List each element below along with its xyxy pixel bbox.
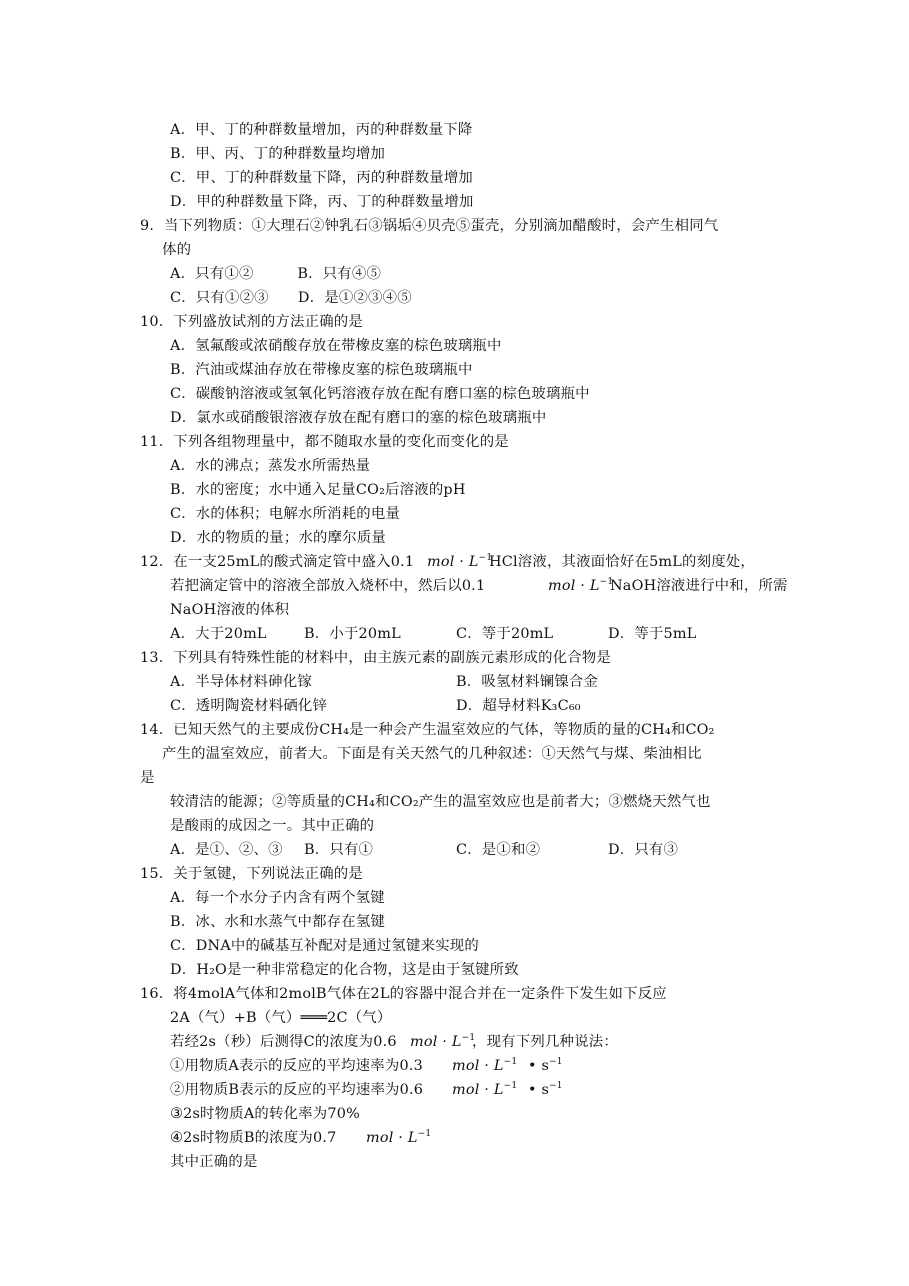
text-line: D．等于5mL [608,626,697,642]
text-line: 产生的温室效应，前者大。下面是有关天然气的几种叙述：①天然气与煤、柴油相比 [162,746,702,762]
unit-mol-per-l: mol · $L^{-1}$ [366,1129,432,1146]
rate-unit-a: • $s^{-1}$ [528,1057,563,1074]
text-line: 较清洁的能源；②等质量的CH₄和CO₂产生的温室效应也是前者大；③燃烧天然气也 [170,794,711,810]
text-line: 2A（气）+B（气）═══2C（气） [170,1010,392,1026]
text-line: C．甲、丁的种群数量下降，丙的种群数量增加 [170,170,474,186]
text-line: C．等于20mL [456,626,554,642]
text-line: B．吸氢材料镧镍合金 [456,674,599,690]
unit-mol-per-l: mol · $L^{-1}$ [427,553,493,570]
text-line: C．碳酸钠溶液或氢氧化钙溶液存放在配有磨口塞的棕色玻璃瓶中 [170,386,590,402]
text-line: A．氢氟酸或浓硝酸存放在带橡皮塞的棕色玻璃瓶中 [170,338,502,354]
text-line: 若经2s（秒）后测得C的浓度为0.6 [170,1034,397,1050]
text-line: ②用物质B表示的反应的平均速率为0.6 [170,1082,424,1098]
text-line: C．是①和② [456,842,541,858]
text-line: A．甲、丁的种群数量增加，丙的种群数量下降 [170,122,473,138]
text-line: 11．下列各组物理量中，都不随取水量的变化而变化的是 [140,434,509,450]
text-line: 是酸雨的成因之一。其中正确的 [170,818,375,834]
text-line: 12．在一支25mL的酸式滴定管中盛入0.1 [140,554,415,570]
text-line: A．大于20mL [170,626,267,642]
text-line: B．小于20mL [304,626,401,642]
text-line: 若把滴定管中的溶液全部放入烧杯中，然后以0.1 [170,578,486,594]
q16-tail: ，现有下列几种说法： [472,1034,618,1050]
text-line: 9．当下列物质：①大理石②钟乳石③锅垢④贝壳⑤蛋壳，分别滴加醋酸时，会产生相同气 [140,218,719,234]
text-line: D．水的物质的量；水的摩尔质量 [170,530,387,546]
text-line: ③2s时物质A的转化率为70% [170,1106,360,1122]
text-line: C．水的体积；电解水所消耗的电量 [170,506,401,522]
rate-unit-b: • $s^{-1}$ [528,1081,563,1098]
text-line: A．是①、②、③ [170,842,283,858]
text-line: 15．关于氢键，下列说法正确的是 [140,866,363,882]
unit-mol-per-l: mol · $L^{-1}$ [548,577,614,594]
text-line: C．透明陶瓷材料硒化锌 [170,698,328,714]
text-line: 10．下列盛放试剂的方法正确的是 [140,314,363,330]
text-line: ①用物质A表示的反应的平均速率为0.3 [170,1058,423,1074]
text-line: 是 [140,770,155,786]
text-line: 其中正确的是 [170,1154,258,1170]
text-line: B．只有① [304,842,374,858]
q12-tail-b: NaOH溶液进行中和，所需 [610,578,788,594]
text-line: D．H₂O是一种非常稳定的化合物，这是由于氢键所致 [170,962,519,978]
text-line: ④2s时物质B的浓度为0.7 [170,1130,337,1146]
unit-mol-per-l: mol · $L^{-1}$ [452,1081,518,1098]
text-line: B．冰、水和水蒸气中都存在氢键 [170,914,386,930]
text-line: D．超导材料K₃C₆₀ [456,698,581,714]
text-line: C．只有①②③ D．是①②③④⑤ [170,290,412,306]
text-line: 体的 [162,242,192,258]
q12-tail-a: HCl溶液，其液面恰好在5mL的刻度处， [489,554,755,570]
text-line: 13．下列具有特殊性能的材料中，由主族元素的副族元素形成的化合物是 [140,650,612,666]
unit-mol-per-l: mol · $L^{-1}$ [410,1033,476,1050]
text-line: NaOH溶液的体积 [170,602,290,618]
text-line: A．只有①② B．只有④⑤ [170,266,382,282]
text-line: 16．将4molA气体和2molB气体在2L的容器中混合并在一定条件下发生如下反应 [140,986,667,1002]
text-line: 14．已知天然气的主要成份CH₄是一种会产生温室效应的气体，等物质的量的CH₄和CO₂ [140,722,715,738]
text-line: A．每一个水分子内含有两个氢键 [170,890,385,906]
unit-mol-per-l: mol · $L^{-1}$ [452,1057,518,1074]
text-line: C．DNA中的碱基互补配对是通过氢键来实现的 [170,938,479,954]
text-line: B．汽油或煤油存放在带橡皮塞的棕色玻璃瓶中 [170,362,473,378]
text-line: B．甲、丙、丁的种群数量均增加 [170,146,386,162]
text-line: D．只有③ [608,842,679,858]
text-line: A．水的沸点；蒸发水所需热量 [170,458,371,474]
text-line: A．半导体材料砷化镓 [170,674,312,690]
text-line: B．水的密度；水中通入足量CO₂后溶液的pH [170,482,466,498]
text-line: D．氯水或硝酸银溶液存放在配有磨口的塞的棕色玻璃瓶中 [170,410,547,426]
text-line: D．甲的种群数量下降，丙、丁的种群数量增加 [170,194,474,210]
